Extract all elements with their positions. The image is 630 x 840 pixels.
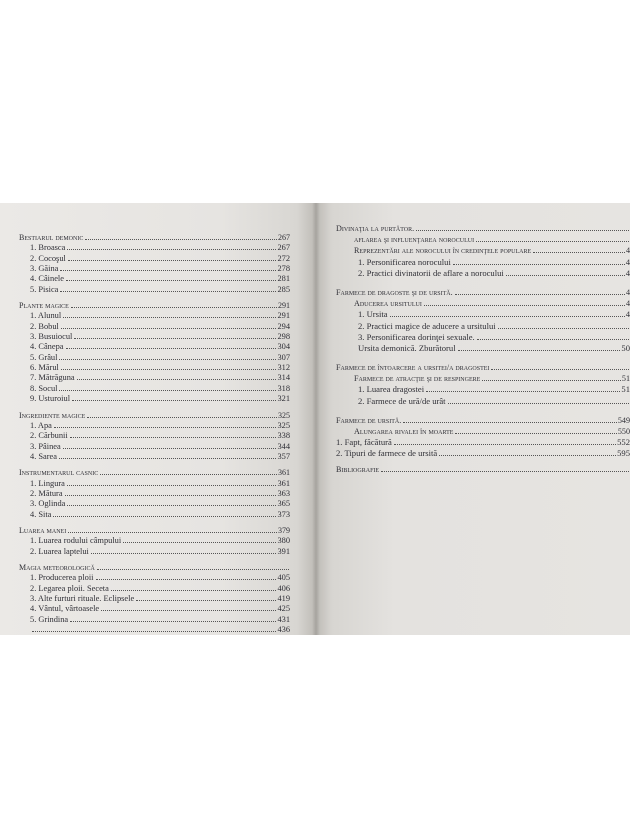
toc-entry-title: 1. Fapt, făcătură xyxy=(336,437,392,448)
toc-page-number: 321 xyxy=(277,394,290,404)
toc-page-number: 298 xyxy=(277,332,290,342)
toc-page-number: 363 xyxy=(277,488,290,498)
toc-entry xyxy=(336,384,630,395)
dot-leader xyxy=(448,403,629,404)
toc-entry xyxy=(19,332,290,342)
dot-leader xyxy=(424,305,625,306)
dot-leader xyxy=(67,505,276,506)
toc-entry-title: 5. Pisica xyxy=(30,284,59,294)
toc-page-number: 51 xyxy=(621,384,630,395)
right-toc xyxy=(336,223,630,475)
toc-entry xyxy=(19,311,290,321)
dot-leader xyxy=(66,280,276,281)
toc-entry-title: Farmece de întoarcere a ursitei/a dragostei xyxy=(336,363,490,373)
toc-entry xyxy=(19,573,290,583)
dot-leader xyxy=(416,230,629,231)
toc-entry xyxy=(19,285,290,295)
toc-page-number: 304 xyxy=(277,342,290,352)
toc-entry-title: Aducerea ursitului xyxy=(354,299,422,309)
toc-page-number: 318 xyxy=(277,383,290,393)
toc-entry-title: 3. Oglinda xyxy=(30,499,66,509)
toc-section-entry xyxy=(19,526,290,536)
dot-leader xyxy=(123,542,276,543)
dot-leader xyxy=(97,569,289,570)
dot-leader xyxy=(74,338,276,339)
dot-leader xyxy=(85,239,277,240)
dot-leader xyxy=(455,294,625,295)
toc-entry xyxy=(19,394,290,404)
toc-entry xyxy=(19,373,290,383)
toc-page-number: 425 xyxy=(277,604,290,614)
toc-entry xyxy=(19,384,290,394)
dot-leader xyxy=(72,400,276,401)
dot-leader xyxy=(65,495,277,496)
dot-leader xyxy=(381,471,629,472)
toc-entry-title: 2. Practici divinatorii de aflare a norocului xyxy=(358,267,504,278)
dot-leader xyxy=(61,369,277,370)
toc-entry xyxy=(336,234,630,245)
toc-section-entry xyxy=(19,468,290,478)
dot-leader xyxy=(100,474,277,475)
toc-entry xyxy=(19,615,290,625)
dot-leader xyxy=(61,328,277,329)
toc-page-number: 267 xyxy=(277,243,290,253)
open-book xyxy=(0,203,630,635)
toc-entry xyxy=(19,421,290,431)
toc-page-number: 365 xyxy=(277,499,290,509)
toc-entry xyxy=(19,322,290,332)
dot-leader xyxy=(426,391,620,392)
toc-entry-title: Farmece de dragoste şi de ursită. xyxy=(336,287,453,297)
toc-entry xyxy=(19,353,290,363)
toc-entry-title: 4. Cânepa xyxy=(30,342,64,352)
dot-leader xyxy=(60,291,276,292)
toc-page-number: 325 xyxy=(277,420,290,430)
dot-leader xyxy=(458,350,621,351)
toc-entry-title: Ingrediente magice xyxy=(19,410,86,420)
toc-page-number: 291 xyxy=(277,311,290,321)
dot-leader xyxy=(32,631,276,632)
toc-page-number: 338 xyxy=(277,431,290,441)
dot-leader xyxy=(506,275,625,276)
toc-page-number: 406 xyxy=(277,583,290,593)
toc-page-number: 50 xyxy=(621,342,630,353)
toc-entry-title: Farmece de ursită. xyxy=(336,415,402,425)
left-toc xyxy=(19,233,290,635)
toc-entry-title: 3. Găina xyxy=(30,264,59,274)
toc-entry xyxy=(19,510,290,520)
toc-entry xyxy=(19,442,290,452)
toc-entry xyxy=(336,448,630,459)
toc-entry xyxy=(336,309,630,320)
toc-entry-title: 1. Ursita xyxy=(358,309,388,320)
dot-leader xyxy=(70,621,276,622)
dot-leader xyxy=(101,610,276,611)
dot-leader xyxy=(67,249,276,250)
toc-entry-title: 5. Grâul xyxy=(30,352,58,362)
dot-leader xyxy=(403,422,617,423)
dot-leader xyxy=(59,359,276,360)
dot-leader xyxy=(67,485,277,486)
toc-entry-title: Plante magice xyxy=(19,301,69,311)
dot-leader xyxy=(59,458,276,459)
toc-entry xyxy=(336,396,630,407)
toc-spacer xyxy=(336,354,630,362)
toc-entry-title: 1. Broasca xyxy=(30,243,66,253)
toc-entry xyxy=(19,625,290,635)
dot-leader xyxy=(66,348,277,349)
toc-section-entry xyxy=(19,233,290,243)
toc-entry-title: 1. Luarea rodului câmpului xyxy=(30,536,122,546)
dot-leader xyxy=(439,455,616,456)
toc-entry xyxy=(336,268,630,279)
toc-page-number: 312 xyxy=(277,363,290,373)
toc-page-number: 357 xyxy=(277,451,290,461)
toc-entry-title: 9. Usturoiul xyxy=(30,394,71,404)
dot-leader xyxy=(77,379,277,380)
toc-entry-title: Luarea manei xyxy=(19,525,67,535)
dot-leader xyxy=(59,390,276,391)
toc-page-number: 4 xyxy=(625,309,630,320)
toc-section-entry xyxy=(336,362,630,373)
toc-entry-title: 4. Sita xyxy=(30,509,52,519)
toc-entry xyxy=(19,584,290,594)
right-page xyxy=(316,203,630,635)
toc-entry-title: 4. Sarea xyxy=(30,451,57,461)
toc-entry-title: Bibliografie xyxy=(336,464,380,474)
toc-entry-title: 1. Lingura xyxy=(30,478,65,488)
dot-leader xyxy=(498,328,629,329)
dot-leader xyxy=(91,553,277,554)
toc-entry-title: Divinaţia la purtător. xyxy=(336,224,415,233)
dot-leader xyxy=(71,307,277,308)
toc-page-number: 281 xyxy=(277,274,290,284)
toc-entry xyxy=(19,264,290,274)
toc-section-entry xyxy=(19,301,290,311)
dot-leader xyxy=(63,448,277,449)
toc-entry-title: 1. Producerea ploii xyxy=(30,573,94,583)
toc-entry-title: 4. Vântul, vârtoasele xyxy=(30,604,100,614)
toc-spacer xyxy=(336,407,630,415)
toc-entry-title: 1. Alunul xyxy=(30,311,62,321)
toc-entry xyxy=(19,254,290,264)
toc-entry-title: 8. Socul xyxy=(30,383,58,393)
dot-leader xyxy=(68,532,277,533)
toc-page-number: 373 xyxy=(277,509,290,519)
toc-entry xyxy=(19,274,290,284)
dot-leader xyxy=(53,516,276,517)
toc-page-number: 549 xyxy=(617,415,630,425)
dot-leader xyxy=(70,437,277,438)
toc-entry-title: 2. Farmece de ură/de urât xyxy=(358,395,446,406)
toc-page-number: 595 xyxy=(617,448,630,459)
toc-entry-title: 3. Alte furturi rituale. Eclipsele xyxy=(30,594,135,603)
toc-page-number: 552 xyxy=(617,437,630,448)
toc-page-number: 325 xyxy=(278,410,290,420)
toc-entry-title: 2. Practici magice de aducere a ursitului xyxy=(358,320,496,331)
toc-section-entry xyxy=(336,287,630,298)
toc-entry-title: 6. Mărul xyxy=(30,363,59,373)
toc-spacer xyxy=(336,279,630,287)
dot-leader xyxy=(491,369,629,370)
toc-page-number: 344 xyxy=(277,441,290,451)
toc-entry-title: 3. Pâinea xyxy=(30,441,61,451)
toc-entry-title: Instrumentarul casnic xyxy=(19,468,99,478)
dot-leader xyxy=(68,260,277,261)
toc-entry-title: 1. Luarea dragostei xyxy=(358,384,425,395)
dot-leader xyxy=(533,252,625,253)
book-gutter xyxy=(312,203,320,635)
left-page xyxy=(0,203,316,635)
toc-entry-title: 2. Cocoşul xyxy=(30,253,66,263)
dot-leader xyxy=(96,579,277,580)
dot-leader xyxy=(87,417,277,418)
dot-leader xyxy=(60,270,276,271)
toc-entry xyxy=(336,245,630,256)
toc-page-number: 361 xyxy=(278,468,290,478)
toc-entry xyxy=(336,426,630,437)
toc-entry xyxy=(19,243,290,253)
dot-leader xyxy=(54,427,277,428)
toc-page-number: 307 xyxy=(277,352,290,362)
toc-entry-title: 1. Personificarea norocului xyxy=(358,256,451,267)
toc-section-entry xyxy=(19,563,290,573)
toc-entry-title: 1. Apa xyxy=(30,420,52,430)
dot-leader xyxy=(63,317,276,318)
toc-entry-title: 2. Cărbunii xyxy=(30,431,68,441)
toc-entry-title: 2. Bobul xyxy=(30,321,59,331)
toc-page-number: 4 xyxy=(625,246,630,256)
toc-entry xyxy=(19,536,290,546)
dot-leader xyxy=(111,590,277,591)
dot-leader xyxy=(136,600,276,601)
dot-leader xyxy=(455,433,616,434)
toc-page-number: 4 xyxy=(625,287,630,297)
toc-entry-title: Bestiarul demonic xyxy=(19,233,84,242)
toc-page-number: 278 xyxy=(277,264,290,274)
toc-page-number: 431 xyxy=(277,614,290,624)
toc-page-number: 550 xyxy=(617,427,630,436)
toc-entry-title: 4. Câinele xyxy=(30,274,64,284)
toc-entry-title: Alungarea rivalei în moarte xyxy=(354,427,454,436)
toc-entry xyxy=(19,452,290,462)
toc-page-number: 314 xyxy=(277,373,290,383)
toc-page-number: 436 xyxy=(277,625,290,635)
toc-page-number: 272 xyxy=(277,253,290,263)
toc-page-number: 391 xyxy=(277,546,290,556)
toc-entry-title: 2. Luarea laptelui xyxy=(30,546,89,556)
toc-entry xyxy=(19,342,290,352)
toc-entry-title: 7. Mătrăguna xyxy=(30,373,75,383)
toc-page-number: 51 xyxy=(621,374,630,384)
toc-entry-title: 3. Busuiocul xyxy=(30,332,73,342)
toc-section-entry xyxy=(336,464,630,475)
toc-entry-title: 2. Tipuri de farmece de ursită xyxy=(336,448,438,459)
toc-entry-title: Ursita demonică. Zburătorul xyxy=(358,342,456,353)
toc-section-entry xyxy=(336,415,630,426)
toc-entry xyxy=(19,499,290,509)
toc-page-number: 291 xyxy=(278,301,290,311)
toc-entry-title: 5. Grindina xyxy=(30,614,69,624)
toc-entry-title: 2. Mătura xyxy=(30,488,63,498)
toc-entry-title: Reprezentări ale norocului în credinţele populare xyxy=(354,246,532,256)
toc-entry-title: Farmece de atracţie şi de respingere xyxy=(354,374,481,384)
dot-leader xyxy=(390,316,625,317)
toc-entry xyxy=(336,321,630,332)
toc-entry-title: 2. Legarea ploii. Seceta xyxy=(30,583,109,593)
dot-leader xyxy=(482,380,621,381)
toc-page-number: 4 xyxy=(625,256,630,267)
toc-page-number: 294 xyxy=(277,321,290,331)
toc-page-number: 419 xyxy=(277,594,290,603)
toc-entry xyxy=(336,343,630,354)
toc-page-number: 4 xyxy=(625,299,630,309)
toc-page-number: 361 xyxy=(277,478,290,488)
toc-section-entry xyxy=(19,411,290,421)
toc-entry xyxy=(19,489,290,499)
toc-entry-title: Magia meteorologică xyxy=(19,562,95,572)
toc-entry xyxy=(19,594,290,604)
dot-leader xyxy=(394,444,616,445)
toc-entry xyxy=(19,604,290,614)
toc-entry xyxy=(336,437,630,448)
toc-entry xyxy=(19,479,290,489)
toc-entry xyxy=(336,332,630,343)
toc-page-number: 267 xyxy=(278,233,290,242)
toc-page-number: 380 xyxy=(277,536,290,546)
toc-entry xyxy=(336,298,630,309)
toc-section-entry xyxy=(336,223,630,234)
toc-page-number: 4 xyxy=(625,267,630,278)
toc-page-number: 379 xyxy=(278,525,290,535)
toc-entry xyxy=(19,431,290,441)
toc-page-number: 285 xyxy=(277,284,290,294)
toc-entry-title: 3. Personificarea dorinţei sexuale. xyxy=(358,331,475,342)
toc-entry xyxy=(336,257,630,268)
dot-leader xyxy=(477,339,629,340)
toc-page-number: 405 xyxy=(277,573,290,583)
dot-leader xyxy=(453,264,625,265)
toc-entry-title: aflarea şi influenţarea norocului xyxy=(354,235,475,245)
toc-entry xyxy=(19,363,290,373)
toc-entry xyxy=(336,373,630,384)
dot-leader xyxy=(476,241,629,242)
toc-entry xyxy=(19,547,290,557)
